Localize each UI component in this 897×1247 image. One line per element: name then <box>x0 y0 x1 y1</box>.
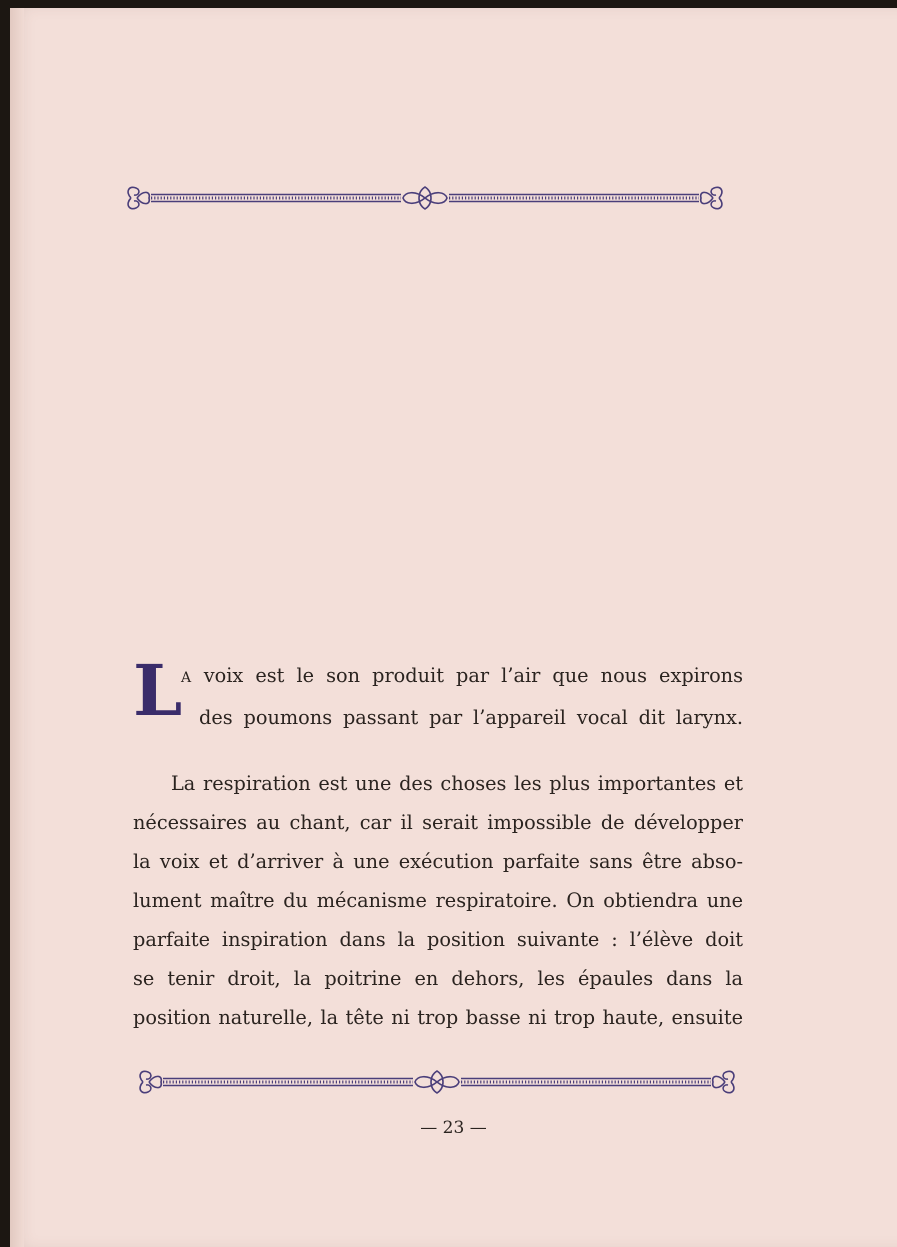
paragraph-line: la voix et d’arriver à une exécution parfaite sans être abso- <box>133 850 743 873</box>
opening-line-2: des poumons passant par l’appareil vocal dit larynx. <box>199 706 743 729</box>
paragraph-line: lument maître du mécanisme respiratoire. On obtiendra une <box>133 889 743 912</box>
paragraph-line: parfaite inspiration dans la position suivante : l’élève doit <box>133 928 743 951</box>
paragraph-line: La respiration est une des choses les plus importantes et <box>171 772 743 795</box>
main-paragraph <box>133 764 743 1037</box>
page-number: — 23 — <box>420 1118 487 1138</box>
paragraph-line: position naturelle, la tête ni trop basse ni trop haute, ensuite <box>133 1006 743 1029</box>
page-spine-shadow <box>10 8 24 1247</box>
opening-paragraph <box>133 649 743 736</box>
paragraph-line: nécessaires au chant, car il serait impossible de développer <box>133 811 743 834</box>
small-caps-letter: A <box>181 670 192 686</box>
opening-line-1 <box>181 664 743 690</box>
bottom-ornament-border-icon <box>135 1066 739 1098</box>
book-page <box>10 8 897 1247</box>
drop-cap: L <box>133 649 183 732</box>
paragraph-line: se tenir droit, la poitrine en dehors, les épaules dans la <box>133 967 743 990</box>
body-text <box>133 649 743 1029</box>
top-ornament-border-icon <box>123 182 727 214</box>
opening-line-1-text: voix est le son produit par l’air que nous expirons <box>191 664 743 687</box>
